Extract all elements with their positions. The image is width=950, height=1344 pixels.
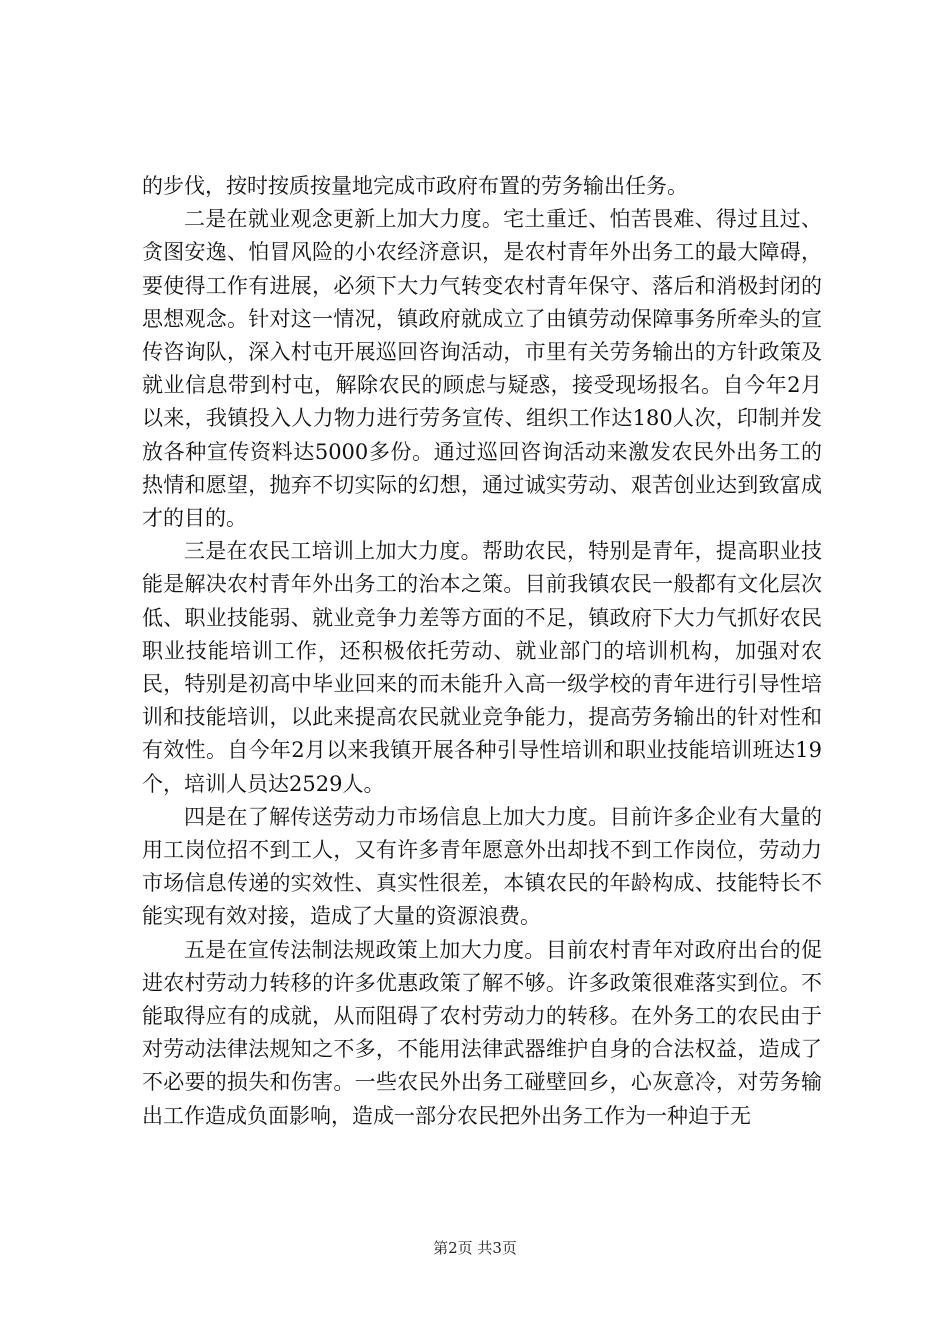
paragraph-worker-training: 三是在农民工培训上加大力度。帮助农民，特别是青年，提高职业技能是解决农村青年外出务工的治本之策。目前我镇农民一般都有文化层次低、职业技能弱、就业竞争力差等方面的不足，镇政府下大力气抓好农民职业技能培训工作，还积极依托劳动、就业部门的培训机构，加强对农民，特别是初高中毕业回来的而未能升入高一级学校的青年进行引导性培训和技能培训，以此来提高农民就业竞争能力，提高劳务输出的针对性和有效性。自今年2月以来我镇开展各种引导性培训和职业技能培训班达19个，培训人员达2529人。 [142, 539, 822, 796]
paragraph-employment-concept: 二是在就业观念更新上加大力度。宅土重迁、怕苦畏难、得过且过、贪图安逸、怕冒风险的小农经济意识，是农村青年外出务工的最大障碍，要使得工作有进展，必须下大力气转变农村青年保守、落后和消极封闭的思想观念。针对这一情况，镇政府就成立了由镇劳动保障事务所牵头的宣传咨询队，深入村屯开展巡回咨询活动，市里有关劳务输出的方针政策及就业信息带到村屯，解除农民的顾虑与疑惑，接受现场报名。自今年2月以来，我镇投入人力物力进行劳务宣传、组织工作达180人次，印制并发放各种宣传资料达5000多份。通过巡回咨询活动来激发农民外出务工的热情和愿望，抛弃不切实际的幻想，通过诚实劳动、艰苦创业达到致富成才的目的。 [142, 207, 822, 531]
paragraph-continuation: 的步伐，按时按质按量地完成市政府布置的劳务输出任务。 [142, 174, 688, 198]
page-number-footer: 第2页 共3页 [433, 1239, 517, 1257]
paragraph-legal-policy: 五是在宣传法制法规政策上加大力度。目前农村青年对政府出台的促进农村劳动力转移的许多优惠政策了解不够。许多政策很难落实到位。不能取得应有的成就，从而阻碍了农村劳动力的转移。在外务工的农民由于对劳动法律法规知之不多，不能用法律武器维护自身的合法权益，造成了不必要的损失和伤害。一些农民外出务工碰壁回乡，心灰意冷，对劳务输出工作造成负面影响，造成一部分农民把外出务工作为一种迫于无 [142, 937, 822, 1128]
paragraph-market-information: 四是在了解传送劳动力市场信息上加大力度。目前许多企业有大量的用工岗位招不到工人，又有许多青年愿意外出却找不到工作岗位，劳动力市场信息传递的实效性、真实性很差，本镇农民的年龄构成、技能特长不能实现有效对接，造成了大量的资源浪费。 [142, 804, 822, 929]
document-body [142, 170, 822, 1133]
